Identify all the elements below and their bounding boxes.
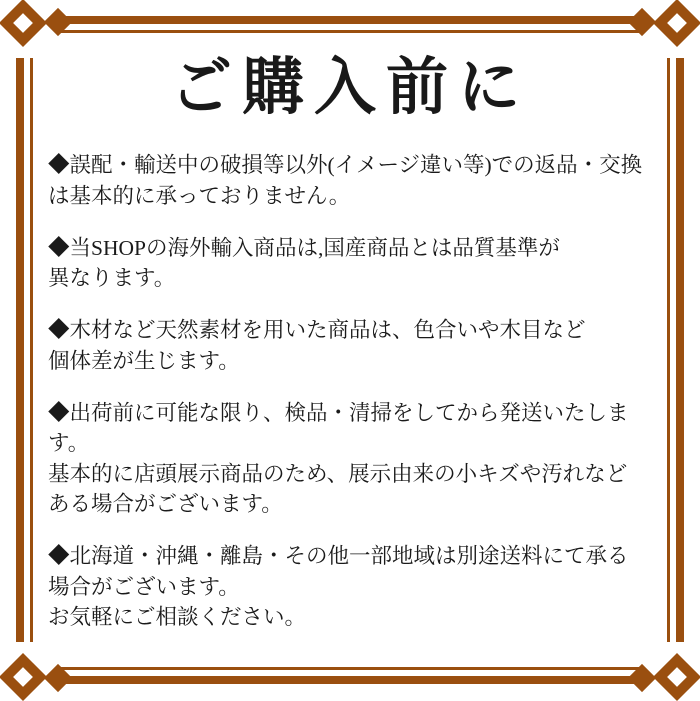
list-item <box>48 150 652 211</box>
page-title: ご購入前に <box>169 54 530 122</box>
frame-top-border <box>58 16 642 24</box>
notice-line: お気軽にご相談ください。 <box>48 605 307 630</box>
notice-content <box>42 40 658 660</box>
notice-line: ◆当SHOPの海外輸入商品は,国産商品とは品質基準が <box>48 235 560 260</box>
notice-list <box>48 150 652 633</box>
notice-line: は基本的に承っておりません。 <box>48 183 351 208</box>
notice-line: 基本的に店頭展示商品のため、展示由来の小キズや汚れなど <box>48 461 628 486</box>
frame-bottom-border <box>58 676 642 684</box>
notice-line: ある場合がございます。 <box>48 492 283 517</box>
frame-left-inner-border <box>30 58 33 642</box>
frame-top-inner-border <box>58 30 642 33</box>
list-item <box>48 398 652 520</box>
notice-line: ◆木材など天然素材を用いた商品は、色合いや木目など <box>48 318 586 343</box>
frame-bottom-inner-border <box>58 667 642 670</box>
list-item <box>48 541 652 633</box>
notice-line: 場合がございます。 <box>48 574 240 599</box>
notice-line: ◆誤配・輸送中の破損等以外(イメージ違い等)での返品・交換 <box>48 153 643 178</box>
notice-line: ◆北海道・沖縄・離島・その他一部地域は別途送料にて承る <box>48 544 629 569</box>
frame-left-border <box>16 58 24 642</box>
frame-right-inner-border <box>667 58 670 642</box>
list-item <box>48 233 652 294</box>
notice-line: 異なります。 <box>48 266 176 291</box>
notice-line: ◆出荷前に可能な限り、検品・清掃をしてから発送いたします。 <box>48 400 629 456</box>
notice-line: 個体差が生じます。 <box>48 348 240 373</box>
frame-right-border <box>676 58 684 642</box>
list-item <box>48 315 652 376</box>
